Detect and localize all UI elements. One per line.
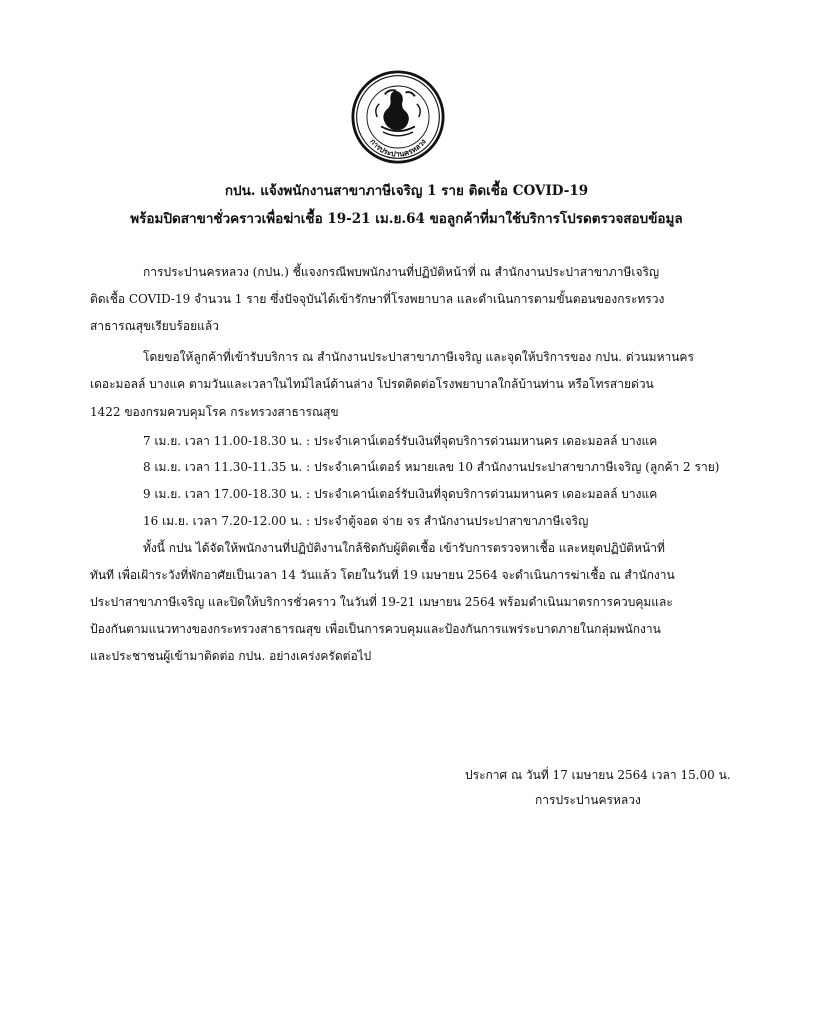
paragraph-1-line-2: ติดเชื้อ COVID-19 จำนวน 1 ราย ซึ่งปัจจุบันได้เข้ารักษาที่โรงพยาบาล และดำเนินการตามขั้นตอนของกระทรวง: [90, 292, 665, 306]
paragraph-3-line-5: และประชาชนผู้เข้ามาติดต่อ กปน. อย่างเคร่งครัดต่อไป: [90, 649, 372, 663]
announcement-date: ประกาศ ณ วันที่ 17 เมษายน 2564 เวลา 15.00 น.: [465, 768, 731, 782]
paragraph-3-line-1: ทั้งนี้ กปน ได้จัดให้พนักงานที่ปฏิบัติงานใกล้ชิดกับผู้ติดเชื้อ เข้ารับการตรวจหาเชื้อ และหยุดปฏิบัติหน้าที่: [143, 541, 665, 555]
paragraph-2-line-1: โดยขอให้ลูกค้าที่เข้ารับบริการ ณ สำนักงานประปาสาขาภาษีเจริญ และจุดให้บริการของ กปน. ด่วนมหานคร: [143, 350, 694, 364]
paragraph-3-line-4: ป้องกันตามแนวทางของกระทรวงสาธารณสุข เพื่อเป็นการควบคุมและป้องกันการแพร่ระบาดภายในกลุ่มพนักงาน: [90, 622, 661, 636]
document-title-line-1: กปน. แจ้งพนักงานสาขาภาษีเจริญ 1 ราย ติดเชื้อ COVID-19: [224, 183, 589, 199]
paragraph-2-line-3: 1422 ของกรมควบคุมโรค กระทรวงสาธารณสุข: [90, 405, 339, 419]
paragraph-1-line-3: สาธารณสุขเรียบร้อยแล้ว: [90, 319, 219, 333]
timeline-item-2: 8 เม.ย. เวลา 11.30-11.35 น. : ประจำเคาน์เตอร์ หมายเลข 10 สำนักงานประปาสาขาภาษีเจริญ (ลูกค้า 2 ราย): [143, 460, 720, 474]
paragraph-1-line-1: การประปานครหลวง (กปน.) ชี้แจงกรณีพบพนักงานที่ปฏิบัติหน้าที่ ณ สำนักงานประปาสาขาภาษีเจริญ: [143, 265, 660, 279]
paragraph-3-line-2: ทันที เพื่อเฝ้าระวังที่พักอาศัยเป็นเวลา 14 วันแล้ว โดยในวันที่ 19 เมษายน 2564 จะดำเนินการฆ่าเชื้อ ณ สำนักงาน: [90, 568, 675, 582]
timeline-item-4: 16 เม.ย. เวลา 7.20-12.00 น. : ประจำตู้จอด จ่าย จร สำนักงานประปาสาขาภาษีเจริญ: [143, 514, 589, 528]
paragraph-2-line-2: เดอะมอลล์ บางแค ตามวันและเวลาในไทม์ไลน์ด้านล่าง โปรดติดต่อโรงพยาบาลใกล้บ้านท่าน หรือโทรสายด่วน: [90, 377, 654, 391]
signature-org: การประปานครหลวง: [535, 793, 641, 807]
document-title-line-2: พร้อมปิดสาขาชั่วคราวเพื่อฆ่าเชื้อ 19-21 เม.ย.64 ขอลูกค้าที่มาใช้บริการโปรดตรวจสอบข้อมูล: [130, 211, 683, 227]
timeline-item-3: 9 เม.ย. เวลา 17.00-18.30 น. : ประจำเคาน์เตอร์รับเงินที่จุดบริการด่วนมหานคร เดอะมอลล์ บางแค: [143, 487, 658, 501]
timeline-item-1: 7 เม.ย. เวลา 11.00-18.30 น. : ประจำเคาน์เตอร์รับเงินที่จุดบริการด่วนมหานคร เดอะมอลล์ บางแค: [143, 434, 658, 448]
mwa-seal-icon: [351, 70, 445, 164]
paragraph-3-line-3: ประปาสาขาภาษีเจริญ และปิดให้บริการชั่วคราว ในวันที่ 19-21 เมษายน 2564 พร้อมดำเนินมาตรการควบคุมและ: [90, 595, 673, 609]
seal-text: การประปานครหลวง: [368, 137, 428, 159]
